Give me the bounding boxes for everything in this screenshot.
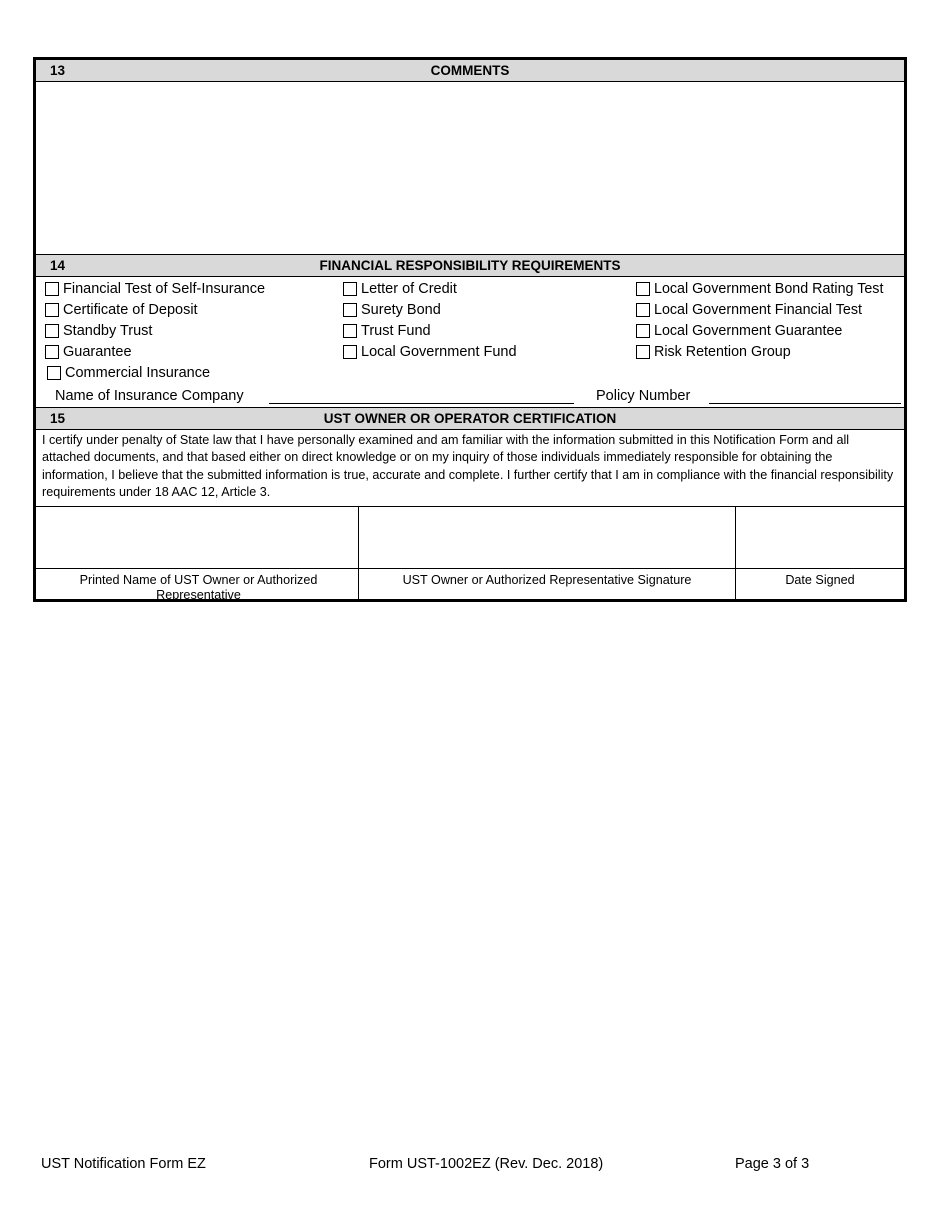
checkbox-icon[interactable] bbox=[636, 324, 650, 338]
footer-form-name: UST Notification Form EZ bbox=[41, 1156, 206, 1172]
checkbox-icon[interactable] bbox=[343, 324, 357, 338]
checkbox-icon[interactable] bbox=[343, 303, 357, 317]
ust-form bbox=[33, 57, 907, 602]
footer-form-number: Form UST-1002EZ (Rev. Dec. 2018) bbox=[369, 1156, 604, 1172]
checkbox-label: Letter of Credit bbox=[361, 281, 457, 297]
checkbox-financial-test[interactable] bbox=[45, 279, 265, 299]
checkbox-icon[interactable] bbox=[636, 282, 650, 296]
divider bbox=[36, 568, 904, 569]
checkbox-label: Standby Trust bbox=[63, 323, 153, 339]
checkbox-label: Local Government Financial Test bbox=[654, 302, 862, 318]
date-signed-label: Date Signed bbox=[785, 573, 855, 587]
checkbox-label: Certificate of Deposit bbox=[63, 302, 198, 318]
checkbox-local-government-fund[interactable] bbox=[343, 342, 517, 362]
checkbox-surety-bond[interactable] bbox=[343, 300, 441, 320]
checkbox-label: Commercial Insurance bbox=[65, 365, 211, 381]
section-14-number: 14 bbox=[50, 258, 66, 273]
checkbox-label: Guarantee bbox=[63, 344, 132, 360]
insurance-company-field[interactable] bbox=[269, 403, 574, 404]
signature-label: UST Owner or Authorized Representative Signature bbox=[402, 573, 692, 587]
checkbox-label: Risk Retention Group bbox=[654, 344, 791, 360]
insurance-company-label: Name of Insurance Company bbox=[55, 388, 244, 404]
certification-statement: I certify under penalty of State law that I have personally examined and am familiar with the information submitted in this Notification Form and all attached documents, and that based either on direct knowledge or on my inquiry of those individuals immediately responsible for obtaining the information, I believe that the submitted information is true, accurate and complete. I further certify that I am in compliance with the financial responsibility requirements under 18 AAC 12, Article 3. bbox=[42, 433, 894, 499]
checkbox-trust-fund[interactable] bbox=[343, 321, 431, 341]
signature-field[interactable] bbox=[359, 507, 735, 568]
signature-block bbox=[36, 506, 904, 602]
policy-number-label: Policy Number bbox=[596, 388, 691, 404]
checkbox-risk-retention-group[interactable] bbox=[636, 342, 791, 362]
section-15-number: 15 bbox=[50, 411, 66, 426]
policy-number-field[interactable] bbox=[709, 403, 901, 404]
checkbox-certificate-of-deposit[interactable] bbox=[45, 300, 198, 320]
printed-name-label: Printed Name of UST Owner or Authorized Representative bbox=[79, 573, 318, 602]
checkbox-guarantee[interactable] bbox=[45, 342, 132, 362]
checkbox-label: Surety Bond bbox=[361, 302, 441, 318]
checkbox-icon[interactable] bbox=[45, 282, 59, 296]
checkbox-commercial-insurance[interactable] bbox=[47, 363, 210, 383]
checkbox-label: Financial Test of Self-Insurance bbox=[63, 281, 266, 297]
checkbox-icon[interactable] bbox=[636, 303, 650, 317]
footer-page-number: Page 3 of 3 bbox=[735, 1156, 810, 1172]
comments-field[interactable] bbox=[36, 83, 904, 253]
section-15-title: UST OWNER OR OPERATOR CERTIFICATION bbox=[323, 411, 617, 426]
date-signed-field[interactable] bbox=[736, 507, 904, 568]
printed-name-field[interactable] bbox=[36, 507, 358, 568]
checkbox-icon[interactable] bbox=[45, 303, 59, 317]
checkbox-icon[interactable] bbox=[47, 366, 61, 380]
checkbox-icon[interactable] bbox=[45, 324, 59, 338]
checkbox-lg-bond-rating-test[interactable] bbox=[636, 279, 883, 299]
checkbox-icon[interactable] bbox=[636, 345, 650, 359]
checkbox-icon[interactable] bbox=[45, 345, 59, 359]
checkbox-label: Local Government Bond Rating Test bbox=[654, 281, 884, 297]
section-13-number: 13 bbox=[50, 63, 66, 78]
section-14-title: FINANCIAL RESPONSIBILITY REQUIREMENTS bbox=[319, 258, 621, 273]
checkbox-label: Trust Fund bbox=[361, 323, 431, 339]
section-13-header bbox=[36, 60, 904, 82]
section-14-header bbox=[36, 254, 904, 277]
section-15-header bbox=[36, 407, 904, 430]
section-13-title: COMMENTS bbox=[430, 63, 510, 78]
checkbox-label: Local Government Guarantee bbox=[654, 323, 843, 339]
checkbox-lg-financial-test[interactable] bbox=[636, 300, 862, 320]
checkbox-icon[interactable] bbox=[343, 282, 357, 296]
checkbox-letter-of-credit[interactable] bbox=[343, 279, 457, 299]
checkbox-standby-trust[interactable] bbox=[45, 321, 152, 341]
checkbox-label: Local Government Fund bbox=[361, 344, 517, 360]
checkbox-icon[interactable] bbox=[343, 345, 357, 359]
checkbox-lg-guarantee[interactable] bbox=[636, 321, 842, 341]
